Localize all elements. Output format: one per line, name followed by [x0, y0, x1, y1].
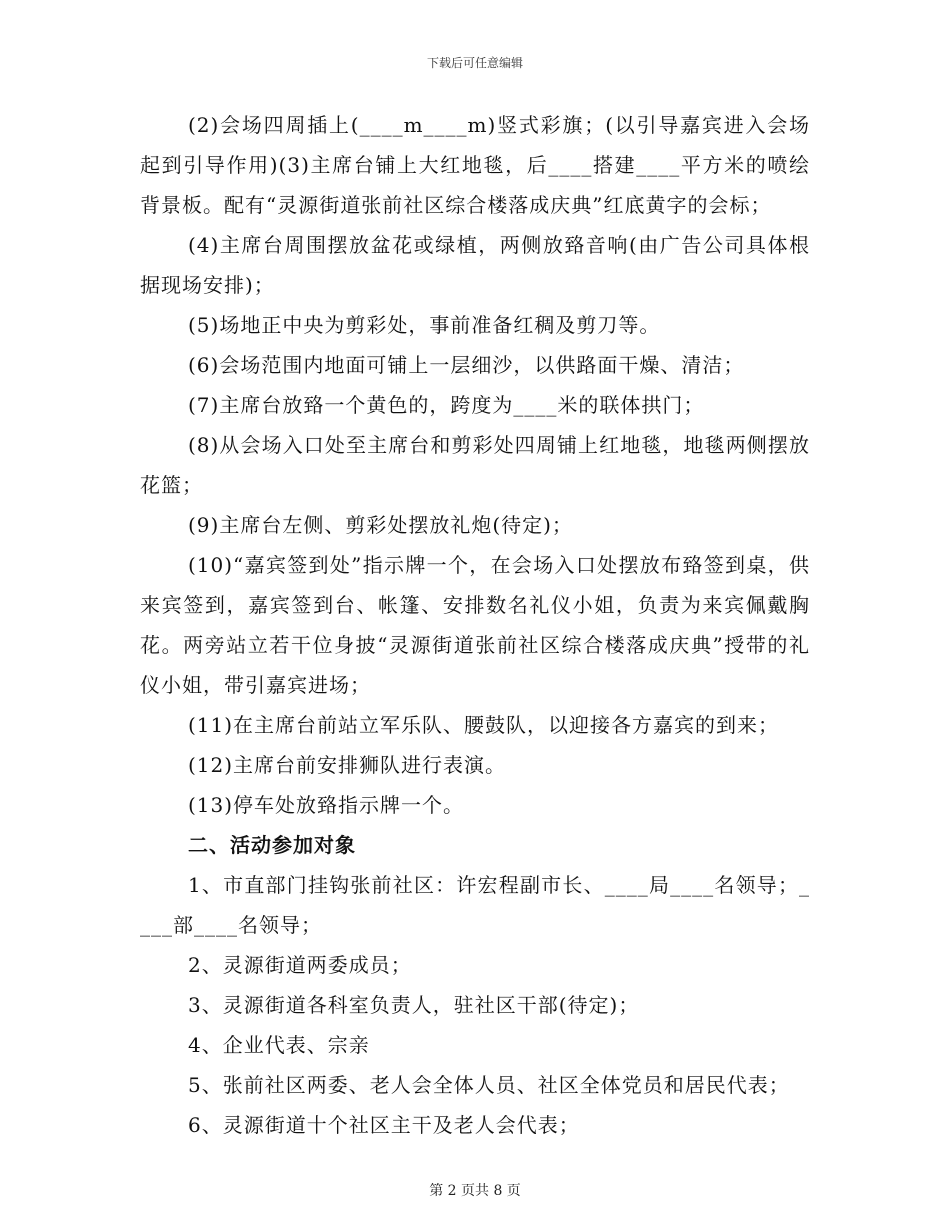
- paragraph-5: (5)场地正中央为剪彩处，事前准备红稠及剪刀等。: [188, 313, 661, 337]
- paragraph-7: (7)主席台放臵一个黄色的，跨度为____米的联体拱门；: [188, 393, 705, 417]
- participant-item-3: 3、灵源街道各科室负责人，驻社区干部(待定)；: [188, 993, 640, 1017]
- section-heading-participants: 二、活动参加对象: [188, 833, 356, 857]
- paragraph-6: (6)会场范围内地面可铺上一层细沙，以供路面干燥、清洁；: [188, 353, 745, 377]
- page-header: 下载后可任意编辑: [426, 56, 523, 70]
- page-footer: 第 2 页共 8 页: [429, 1183, 521, 1199]
- paragraph-2-3: (2)会场四周插上(____m____m)竖式彩旗；(以引导嘉宾进入会场起到引导作用)(3)主席台铺上大红地毯，后____搭建____平方米的喷绘背景板。配有“灵源街道张前社区综合楼落成庆典”红底黄字的会标；: [140, 113, 810, 217]
- participant-item-2: 2、灵源街道两委成员；: [188, 953, 412, 977]
- paragraph-4: (4)主席台周围摆放盆花或绿植，两侧放臵音响(由广告公司具体根据现场安排)；: [140, 233, 810, 297]
- paragraph-12: (12)主席台前安排狮队进行表演。: [188, 753, 507, 777]
- participant-item-5: 5、张前社区两委、老人会全体人员、社区全体党员和居民代表；: [188, 1073, 790, 1097]
- participant-item-4: 4、企业代表、宗亲: [188, 1033, 370, 1057]
- document-body: [140, 105, 810, 1145]
- paragraph-8: (8)从会场入口处至主席台和剪彩处四周铺上红地毯，地毯两侧摆放花篮；: [140, 433, 810, 497]
- participant-item-6: 6、灵源街道十个社区主干及老人会代表；: [188, 1113, 580, 1137]
- paragraph-10: (10)“嘉宾签到处”指示牌一个，在会场入口处摆放布臵签到桌，供来宾签到，嘉宾签到台、帐篷、安排数名礼仪小姐，负责为来宾佩戴胸花。两旁站立若干位身披“灵源街道张前社区综合楼落成庆典”授带的礼仪小姐，带引嘉宾进场；: [140, 553, 810, 697]
- paragraph-11: (11)在主席台前站立军乐队、腰鼓队，以迎接各方嘉宾的到来；: [188, 713, 780, 737]
- paragraph-9: (9)主席台左侧、剪彩处摆放礼炮(待定)；: [188, 513, 573, 537]
- participant-item-1: 1、市直部门挂钩张前社区：许宏程副市长、____局____名领导；____部____名领导；: [140, 873, 810, 937]
- paragraph-13: (13)停车处放臵指示牌一个。: [188, 793, 465, 817]
